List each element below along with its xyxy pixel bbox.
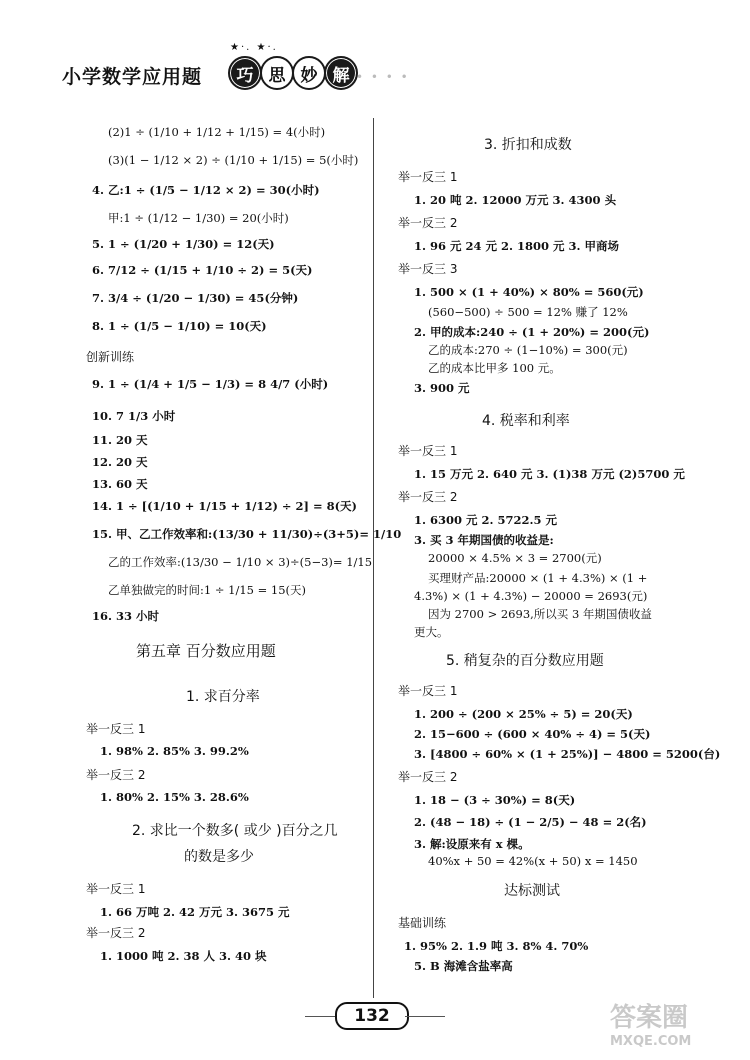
answer-line: 1. 15 万元 2. 640 元 3. (1)38 万元 (2)5700 元 bbox=[414, 467, 685, 481]
answer-line: 8. 1 ÷ (1/5 − 1/10) = 10(天) bbox=[92, 319, 267, 333]
answer-line: 1. 1000 吨 2. 38 人 3. 40 块 bbox=[100, 949, 267, 963]
answer-line: (560−500) ÷ 500 = 12% 赚了 12% bbox=[428, 305, 628, 319]
badge-miao: 妙 bbox=[292, 56, 326, 90]
watermark-sub: MXQE.COM bbox=[610, 1034, 692, 1049]
badge-qiao: 巧 bbox=[228, 56, 262, 90]
answer-line: 因为 2700 > 2693,所以买 3 年期国债收益 bbox=[428, 607, 652, 621]
answer-line: 1. 18 − (3 ÷ 30%) = 8(天) bbox=[414, 793, 576, 807]
answer-line: 乙单独做完的时间:1 ÷ 1/15 = 15(天) bbox=[108, 583, 307, 597]
star-decoration: ★·. ★·. bbox=[230, 42, 278, 53]
answer-line: 3. 900 元 bbox=[414, 381, 470, 395]
chapter-title: 第五章 百分数应用题 bbox=[136, 642, 276, 660]
answer-line: 5. 1 ÷ (1/20 + 1/30) = 12(天) bbox=[92, 237, 275, 251]
footer-rule-left bbox=[305, 1016, 335, 1017]
answer-line: 6. 7/12 ÷ (1/15 + 1/10 ÷ 2) = 5(天) bbox=[92, 263, 313, 277]
section-title: 4. 税率和利率 bbox=[482, 413, 570, 429]
section-title: 5. 稍复杂的百分数应用题 bbox=[446, 653, 604, 669]
answer-line: 12. 20 天 bbox=[92, 455, 148, 469]
answer-line: 乙的成本比甲多 100 元。 bbox=[428, 361, 561, 375]
section-label: 举一反三 2 bbox=[398, 216, 458, 230]
answer-line: 13. 60 天 bbox=[92, 477, 148, 491]
answer-line: 乙的成本:270 ÷ (1−10%) = 300(元) bbox=[428, 343, 628, 357]
watermark-main: 答案圈 bbox=[610, 1003, 689, 1033]
answer-line: 10. 7 1/3 小时 bbox=[92, 409, 176, 423]
answer-line: 1. 95% 2. 1.9 吨 3. 8% 4. 70% bbox=[404, 939, 589, 953]
section-label: 举一反三 2 bbox=[398, 490, 458, 504]
answer-line: 3. 解:设原来有 x 棵。 bbox=[414, 837, 530, 851]
badge-si: 思 bbox=[260, 56, 294, 90]
answer-line: 3. 买 3 年期国债的收益是: bbox=[414, 533, 554, 547]
page-header bbox=[56, 36, 476, 100]
section-title: 3. 折扣和成数 bbox=[484, 137, 572, 153]
section-label: 举一反三 2 bbox=[86, 768, 146, 782]
answer-line: 2. (48 − 18) ÷ (1 − 2/5) − 48 = 2(名) bbox=[414, 815, 647, 829]
answer-line: 2. 15−600 ÷ (600 × 40% ÷ 4) = 5(天) bbox=[414, 727, 651, 741]
answer-line: 1. 80% 2. 15% 3. 28.6% bbox=[100, 790, 249, 804]
answer-line: 1. 6300 元 2. 5722.5 元 bbox=[414, 513, 558, 527]
answer-line: 乙的工作效率:(13/30 − 1/10 × 3)÷(5−3)= 1/15 bbox=[108, 555, 373, 569]
section-title: 达标测试 bbox=[504, 883, 560, 899]
section-label: 举一反三 1 bbox=[398, 170, 458, 184]
section-label: 举一反三 2 bbox=[398, 770, 458, 784]
answer-line: 7. 3/4 ÷ (1/20 − 1/30) = 45(分钟) bbox=[92, 291, 299, 305]
section-title: 1. 求百分率 bbox=[186, 689, 260, 705]
answer-line: 4. 乙:1 ÷ (1/5 − 1/12 × 2) = 30(小时) bbox=[92, 183, 320, 197]
dot-decoration: • • • • bbox=[356, 70, 410, 84]
answer-line: (2)1 ÷ (1/10 + 1/12 + 1/15) = 4(小时) bbox=[108, 125, 326, 139]
watermark bbox=[610, 1005, 740, 1055]
answer-line: 1. 96 元 24 元 2. 1800 元 3. 甲商场 bbox=[414, 239, 620, 253]
column-divider bbox=[373, 118, 374, 998]
answer-line: 16. 33 小时 bbox=[92, 609, 160, 623]
answer-line: 1. 20 吨 2. 12000 万元 3. 4300 头 bbox=[414, 193, 617, 207]
section-label: 举一反三 2 bbox=[86, 926, 146, 940]
answer-line: 20000 × 4.5% × 3 = 2700(元) bbox=[428, 551, 602, 565]
section-label: 举一反三 1 bbox=[398, 444, 458, 458]
answer-line: 14. 1 ÷ [(1/10 + 1/15 + 1/12) ÷ 2] = 8(天) bbox=[92, 499, 357, 513]
book-title: 小学数学应用题 bbox=[62, 66, 203, 88]
answer-line: 3. [4800 ÷ 60% × (1 + 25%)] − 4800 = 5200(台) bbox=[414, 747, 721, 761]
section-label: 基础训练 bbox=[398, 916, 447, 930]
answer-line: 1. 66 万吨 2. 42 万元 3. 3675 元 bbox=[100, 905, 290, 919]
section-label: 举一反三 1 bbox=[86, 882, 146, 896]
answer-line: 40%x + 50 = 42%(x + 50) x = 1450 bbox=[428, 854, 638, 868]
section-label: 举一反三 1 bbox=[398, 684, 458, 698]
answer-line: 1. 98% 2. 85% 3. 99.2% bbox=[100, 744, 249, 758]
answer-line: 甲:1 ÷ (1/12 − 1/30) = 20(小时) bbox=[108, 211, 289, 225]
answer-line: 买理财产品:20000 × (1 + 4.3%) × (1 + bbox=[428, 571, 648, 585]
page-number: 132 bbox=[335, 1002, 409, 1030]
section-label: 举一反三 1 bbox=[86, 722, 146, 736]
section-label: 举一反三 3 bbox=[398, 262, 458, 276]
answer-line: 5. B 海滩含盐率高 bbox=[414, 959, 513, 973]
answer-line: 1. 200 ÷ (200 × 25% ÷ 5) = 20(天) bbox=[414, 707, 633, 721]
answer-line: 4.3%) × (1 + 4.3%) − 20000 = 2693(元) bbox=[414, 589, 648, 603]
answer-line: 1. 500 × (1 + 40%) × 80% = 560(元) bbox=[414, 285, 644, 299]
answer-line: (3)(1 − 1/12 × 2) ÷ (1/10 + 1/15) = 5(小时) bbox=[108, 153, 359, 167]
answer-line: 2. 甲的成本:240 ÷ (1 + 20%) = 200(元) bbox=[414, 325, 650, 339]
title-badges bbox=[228, 56, 356, 90]
section-title: 的数是多少 bbox=[184, 849, 254, 865]
section-title: 2. 求比一个数多( 或少 )百分之几 bbox=[132, 823, 338, 839]
answer-line: 9. 1 ÷ (1/4 + 1/5 − 1/3) = 8 4/7 (小时) bbox=[92, 377, 329, 391]
footer-rule-right bbox=[405, 1016, 445, 1017]
badge-jie: 解 bbox=[324, 56, 358, 90]
answer-line: 更大。 bbox=[414, 625, 449, 639]
answer-line: 11. 20 天 bbox=[92, 433, 148, 447]
section-label: 创新训练 bbox=[86, 350, 135, 364]
answer-line: 15. 甲、乙工作效率和:(13/30 + 11/30)÷(3+5)= 1/10 bbox=[92, 527, 402, 541]
